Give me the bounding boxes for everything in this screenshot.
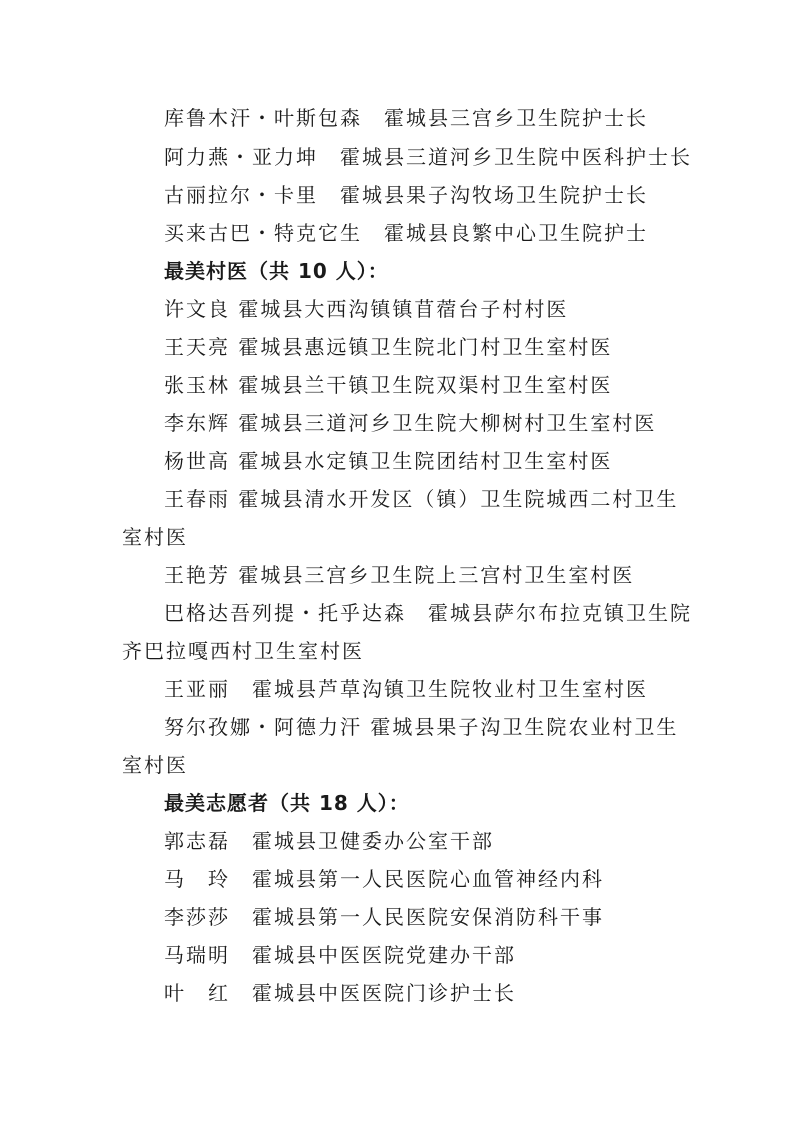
village-doctor-entry-wrap: 齐巴拉嘎西村卫生室村医 [122,639,364,663]
nurse-entry: 买来古巴・特克它生 霍城县良繁中心卫生院护士 [164,221,648,245]
volunteer-entry: 郭志磊 霍城县卫健委办公室干部 [164,829,494,853]
village-doctor-entry: 李东辉 霍城县三道河乡卫生院大柳树村卫生室村医 [164,411,657,435]
village-doctor-entry: 王春雨 霍城县清水开发区（镇）卫生院城西二村卫生 [164,487,679,511]
village-doctors-heading: 最美村医（共 10 人）： [164,259,389,283]
village-doctor-entry: 王亚丽 霍城县芦草沟镇卫生院牧业村卫生室村医 [164,677,648,701]
village-doctor-entry: 杨世高 霍城县水定镇卫生院团结村卫生室村医 [164,449,613,473]
village-doctor-entry: 许文良 霍城县大西沟镇镇苜蓿台子村村医 [164,297,569,321]
volunteers-heading: 最美志愿者（共 18 人）： [164,791,410,815]
volunteer-entry: 马 玲 霍城县第一人民医院心血管神经内科 [164,867,604,891]
nurse-entry: 阿力燕・亚力坤 霍城县三道河乡卫生院中医科护士长 [164,145,692,169]
nurse-entry: 库鲁木汗・叶斯包森 霍城县三宫乡卫生院护士长 [164,106,648,130]
village-doctor-entry: 王艳芳 霍城县三宫乡卫生院上三宫村卫生室村医 [164,563,635,587]
village-doctor-entry: 努尔孜娜・阿德力汗 霍城县果子沟卫生院农业村卫生 [164,715,679,739]
village-doctor-entry-wrap: 室村医 [122,525,188,549]
volunteer-entry: 叶 红 霍城县中医医院门诊护士长 [164,981,516,1005]
village-doctor-entry: 巴格达吾列提・托乎达森 霍城县萨尔布拉克镇卫生院 [164,601,692,625]
volunteer-entry: 李莎莎 霍城县第一人民医院安保消防科干事 [164,905,604,929]
nurse-entry: 古丽拉尔・卡里 霍城县果子沟牧场卫生院护士长 [164,183,648,207]
village-doctor-entry-wrap: 室村医 [122,753,188,777]
village-doctor-entry: 张玉林 霍城县兰干镇卫生院双渠村卫生室村医 [164,373,613,397]
volunteer-entry: 马瑞明 霍城县中医医院党建办干部 [164,943,516,967]
village-doctor-entry: 王天亮 霍城县惠远镇卫生院北门村卫生室村医 [164,335,613,359]
